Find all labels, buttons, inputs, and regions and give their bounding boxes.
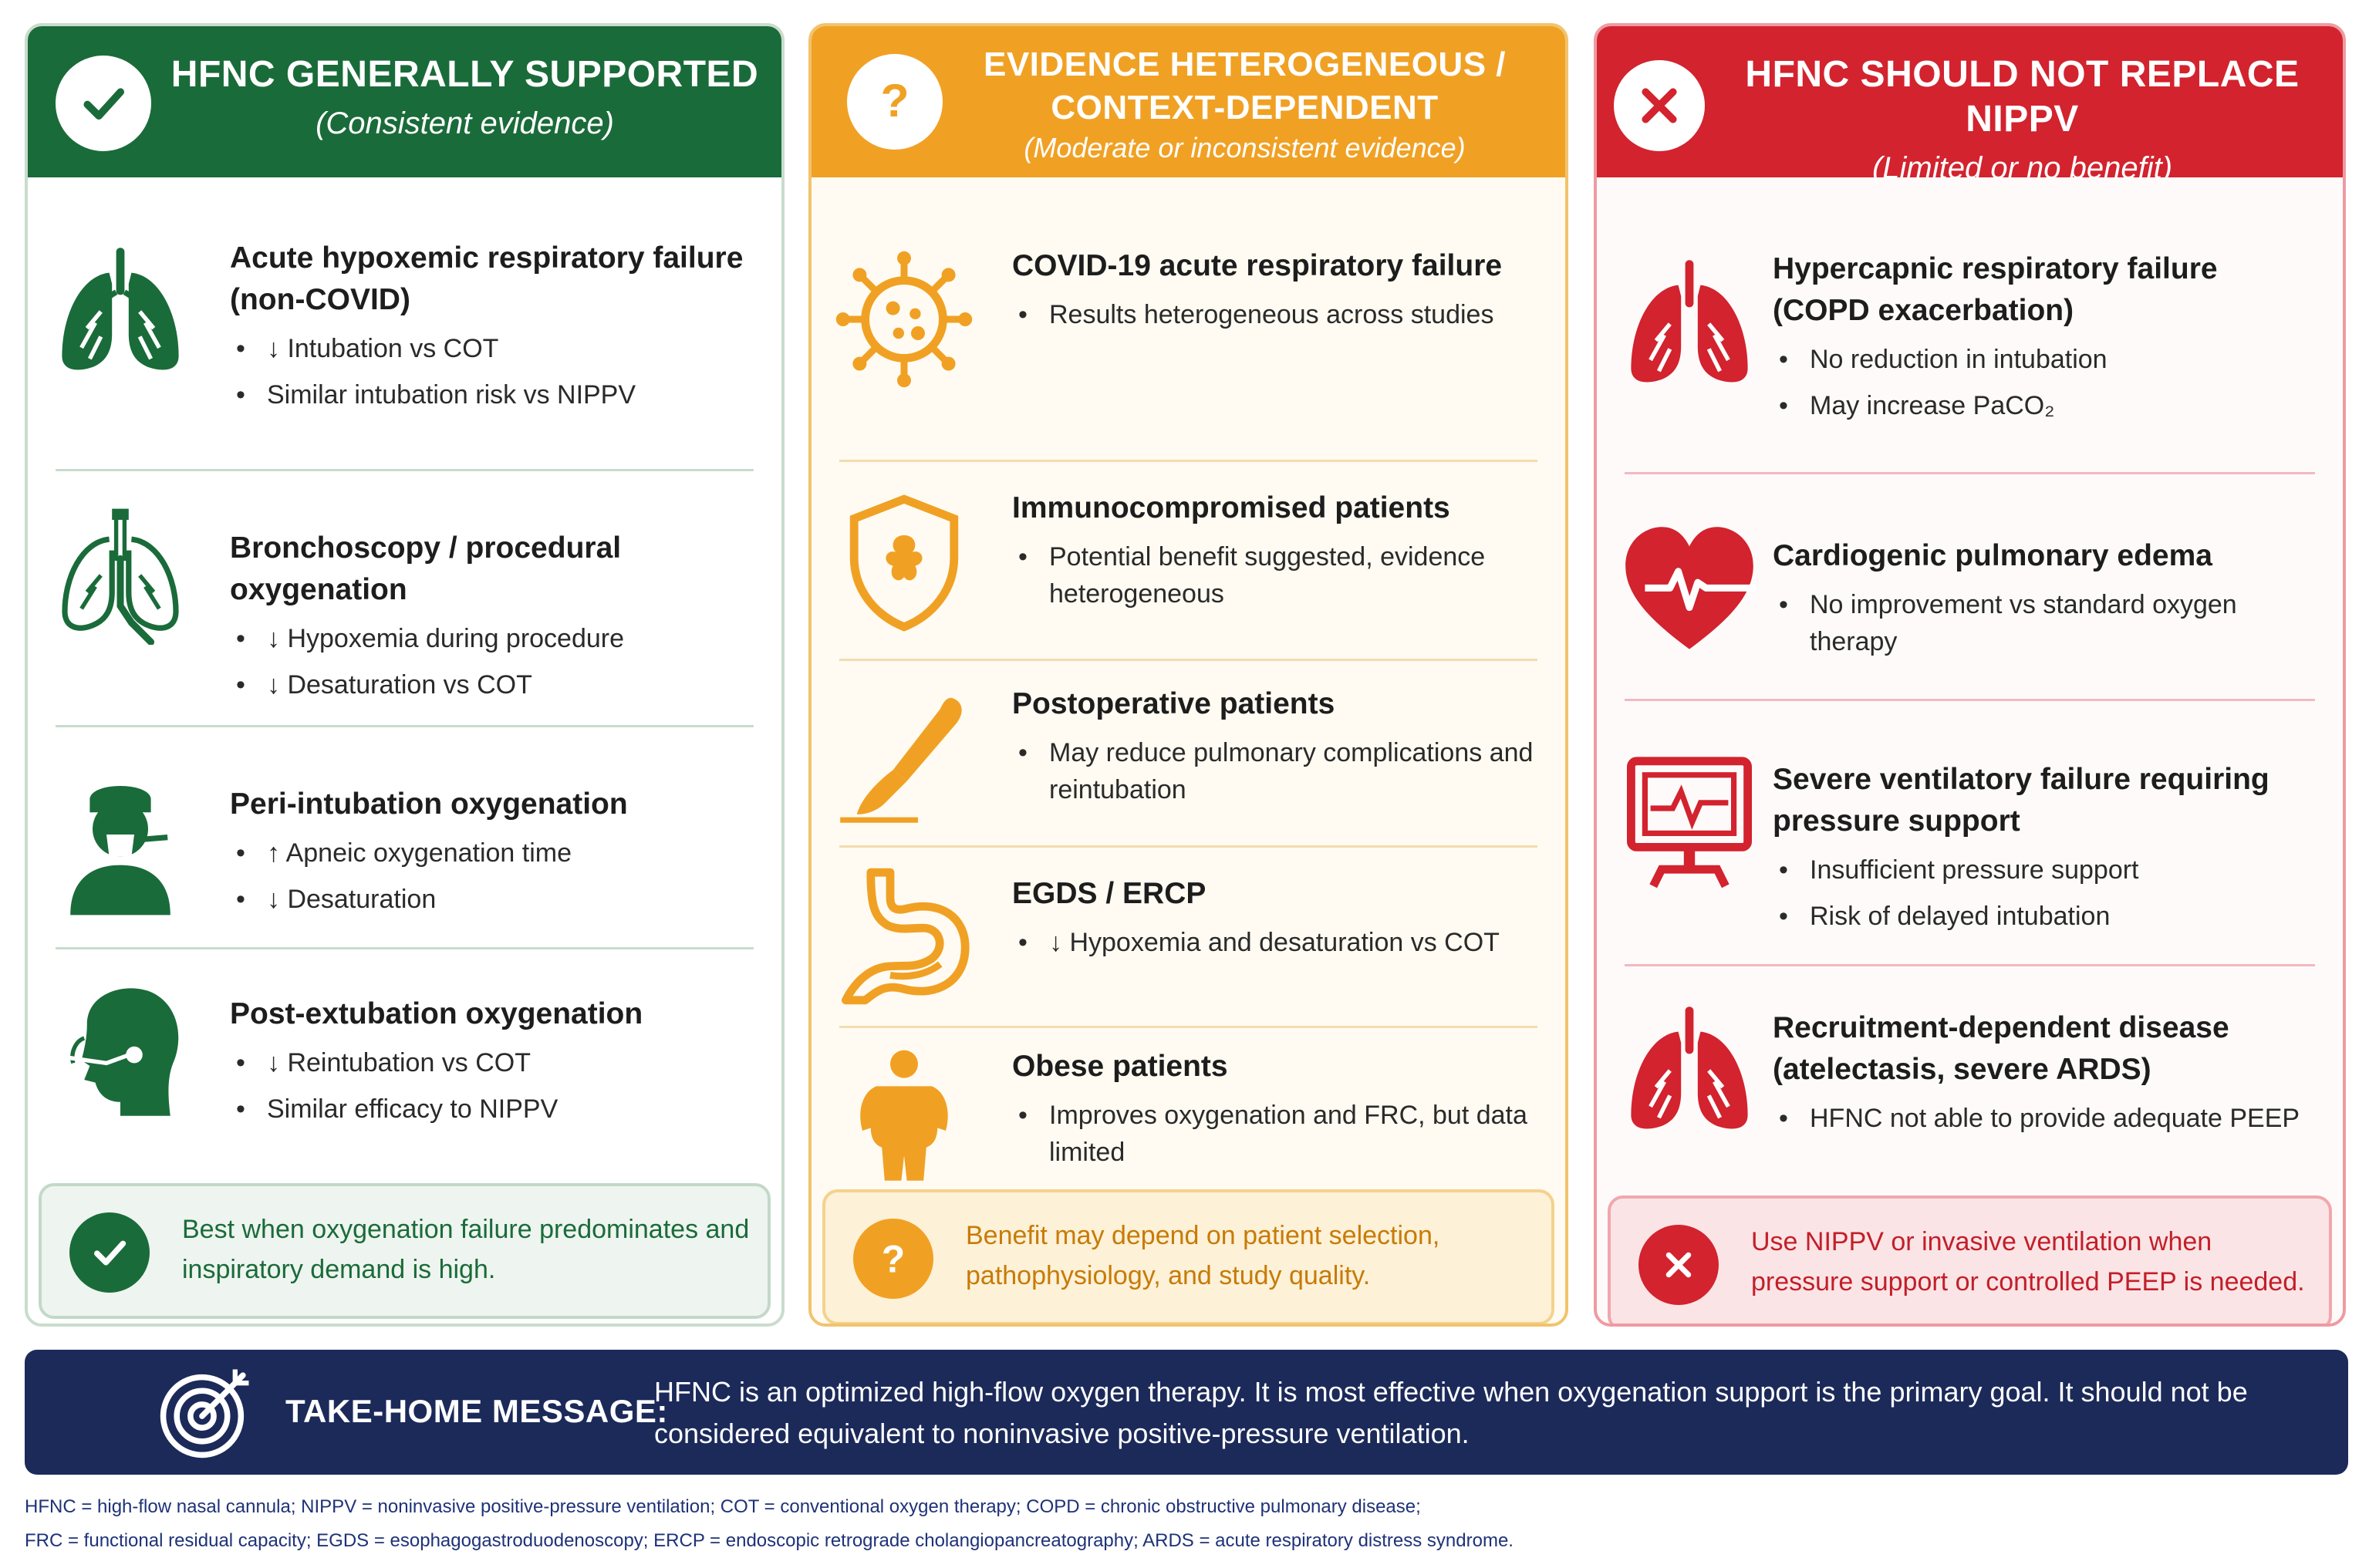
divider — [839, 845, 1537, 848]
bullet: • ↓ Intubation vs COT — [230, 330, 758, 367]
column-header — [28, 26, 781, 177]
question-icon — [853, 1219, 933, 1299]
column-heterogeneous — [808, 23, 1568, 1327]
bullet: • Results heterogeneous across studies — [1012, 296, 1542, 333]
stomach-icon — [835, 867, 974, 1006]
divider — [56, 469, 754, 471]
column-not-replace — [1594, 23, 2346, 1327]
callout-box — [39, 1183, 771, 1319]
bullet: • ↓ Hypoxemia and desaturation vs COT — [1012, 924, 1542, 961]
obese-person-icon — [835, 1047, 974, 1186]
bullet: • Similar efficacy to NIPPV — [230, 1091, 758, 1128]
lungs-icon — [1620, 1001, 1759, 1140]
column-title: HFNC SHOULD NOT REPLACE NIPPV — [1745, 54, 2300, 140]
bullet: • No improvement vs standard oxygen therapy — [1773, 586, 2320, 660]
bronchoscope-icon — [51, 506, 190, 645]
divider — [1625, 699, 2315, 701]
callout-text: Use NIPPV or invasive ventilation when pressure support or controlled PEEP is needed. — [1751, 1227, 2305, 1297]
bullet: • Potential benefit suggested, evidence heterogeneous — [1012, 538, 1542, 612]
lungs-icon — [1620, 255, 1759, 393]
row-title: Bronchoscopy / procedural oxygenation — [230, 531, 622, 606]
nasal-cannula-icon — [51, 983, 190, 1121]
column-subtitle: (Moderate or inconsistent evidence) — [1024, 132, 1466, 164]
bullet: • May increase PaCO₂ — [1773, 387, 2320, 424]
row-title: Peri-intubation oxygenation — [230, 787, 628, 821]
column-subtitle: (Limited or no benefit) — [1871, 151, 2173, 185]
bullet: • ↓ Desaturation vs COT — [230, 666, 758, 703]
row-title: Post-extubation oxygenation — [230, 997, 643, 1030]
row-title: Obese patients — [1012, 1050, 1228, 1083]
take-home-label: TAKE-HOME MESSAGE: — [285, 1393, 668, 1429]
row-title: Acute hypoxemic respiratory failure (non-COVID) — [230, 241, 744, 316]
virus-icon — [835, 250, 974, 389]
bullet: • May reduce pulmonary complications and reintubation — [1012, 734, 1542, 808]
divider — [1625, 472, 2315, 474]
column-subtitle: (Consistent evidence) — [316, 106, 614, 140]
row-title: COVID-19 acute respiratory failure — [1012, 249, 1503, 282]
bullet: • ↓ Desaturation — [230, 881, 758, 918]
row-title: Recruitment-dependent disease (atelectasis, severe ARDS) — [1773, 1011, 2229, 1086]
footnote-line: FRC = functional residual capacity; EGDS = esophagogastroduodenoscopy; ERCP = endoscopic retrograde cholangiopancreatography; ARDS = acute respiratory distress syndrome. — [25, 1530, 1514, 1551]
row-title: Cardiogenic pulmonary edema — [1773, 539, 2212, 572]
svg-text:?: ? — [880, 74, 909, 127]
bullet: • No reduction in intubation — [1773, 341, 2320, 378]
bullet: • ↓ Hypoxemia during procedure — [230, 620, 758, 657]
x-icon — [1614, 60, 1705, 151]
bullet: • Similar intubation risk vs NIPPV — [230, 376, 758, 413]
callout-text: Benefit may depend on patient selection, pathophysiology, and study quality. — [966, 1221, 1440, 1290]
take-home-banner — [25, 1350, 2348, 1475]
footnotes — [25, 1490, 2323, 1558]
callout-box — [1608, 1195, 2332, 1327]
bullet: • ↑ Apneic oxygenation time — [230, 835, 758, 872]
lungs-icon — [51, 242, 190, 381]
column-title: EVIDENCE HETEROGENEOUS / CONTEXT-DEPENDENT — [983, 46, 1506, 126]
callout-text: Best when oxygenation failure predominates and inspiratory demand is high. — [182, 1215, 750, 1284]
question-icon — [847, 54, 943, 150]
column-title: HFNC GENERALLY SUPPORTED — [170, 54, 759, 95]
scalpel-icon — [835, 690, 974, 828]
bullet: • ↓ Reintubation vs COT — [230, 1044, 758, 1081]
svg-text:?: ? — [881, 1237, 906, 1281]
heart-icon — [1620, 521, 1759, 660]
target-icon — [157, 1364, 255, 1461]
row-title: Severe ventilatory failure requiring pressure support — [1773, 763, 2269, 838]
bullet: • Improves oxygenation and FRC, but data limited — [1012, 1097, 1542, 1171]
divider — [839, 1026, 1537, 1028]
divider — [56, 947, 754, 949]
shield-icon — [835, 494, 974, 632]
patient-mask-icon — [51, 779, 190, 918]
check-icon — [56, 56, 151, 151]
row-title: Hypercapnic respiratory failure (COPD exacerbation) — [1773, 252, 2218, 327]
bullet: • Risk of delayed intubation — [1773, 898, 2320, 935]
ventilator-monitor-icon — [1620, 753, 1759, 892]
row-title: Postoperative patients — [1012, 687, 1335, 720]
divider — [56, 725, 754, 727]
column-header — [1597, 26, 2343, 185]
row-title: Immunocompromised patients — [1012, 491, 1450, 524]
divider — [839, 659, 1537, 661]
check-icon — [69, 1212, 150, 1293]
footnote-line: HFNC = high-flow nasal cannula; NIPPV = noninvasive positive-pressure ventilation; COT = conventional oxygen therapy; COPD = chronic obstructive pulmonary disease; — [25, 1496, 1421, 1517]
column-header — [812, 26, 1565, 177]
take-home-text: HFNC is an optimized high-flow oxygen therapy. It is most effective when oxygenation support is the primary goal. It should not be considered equivalent to noninvasive positive-pressure ventilation. — [654, 1376, 2248, 1449]
callout-box — [822, 1189, 1554, 1325]
column-supported — [25, 23, 785, 1327]
row-title: EGDS / ERCP — [1012, 877, 1206, 910]
x-icon — [1638, 1225, 1719, 1305]
bullet: • Insufficient pressure support — [1773, 851, 2320, 889]
divider — [839, 460, 1537, 462]
bullet: • HFNC not able to provide adequate PEEP — [1773, 1100, 2320, 1137]
divider — [1625, 964, 2315, 966]
